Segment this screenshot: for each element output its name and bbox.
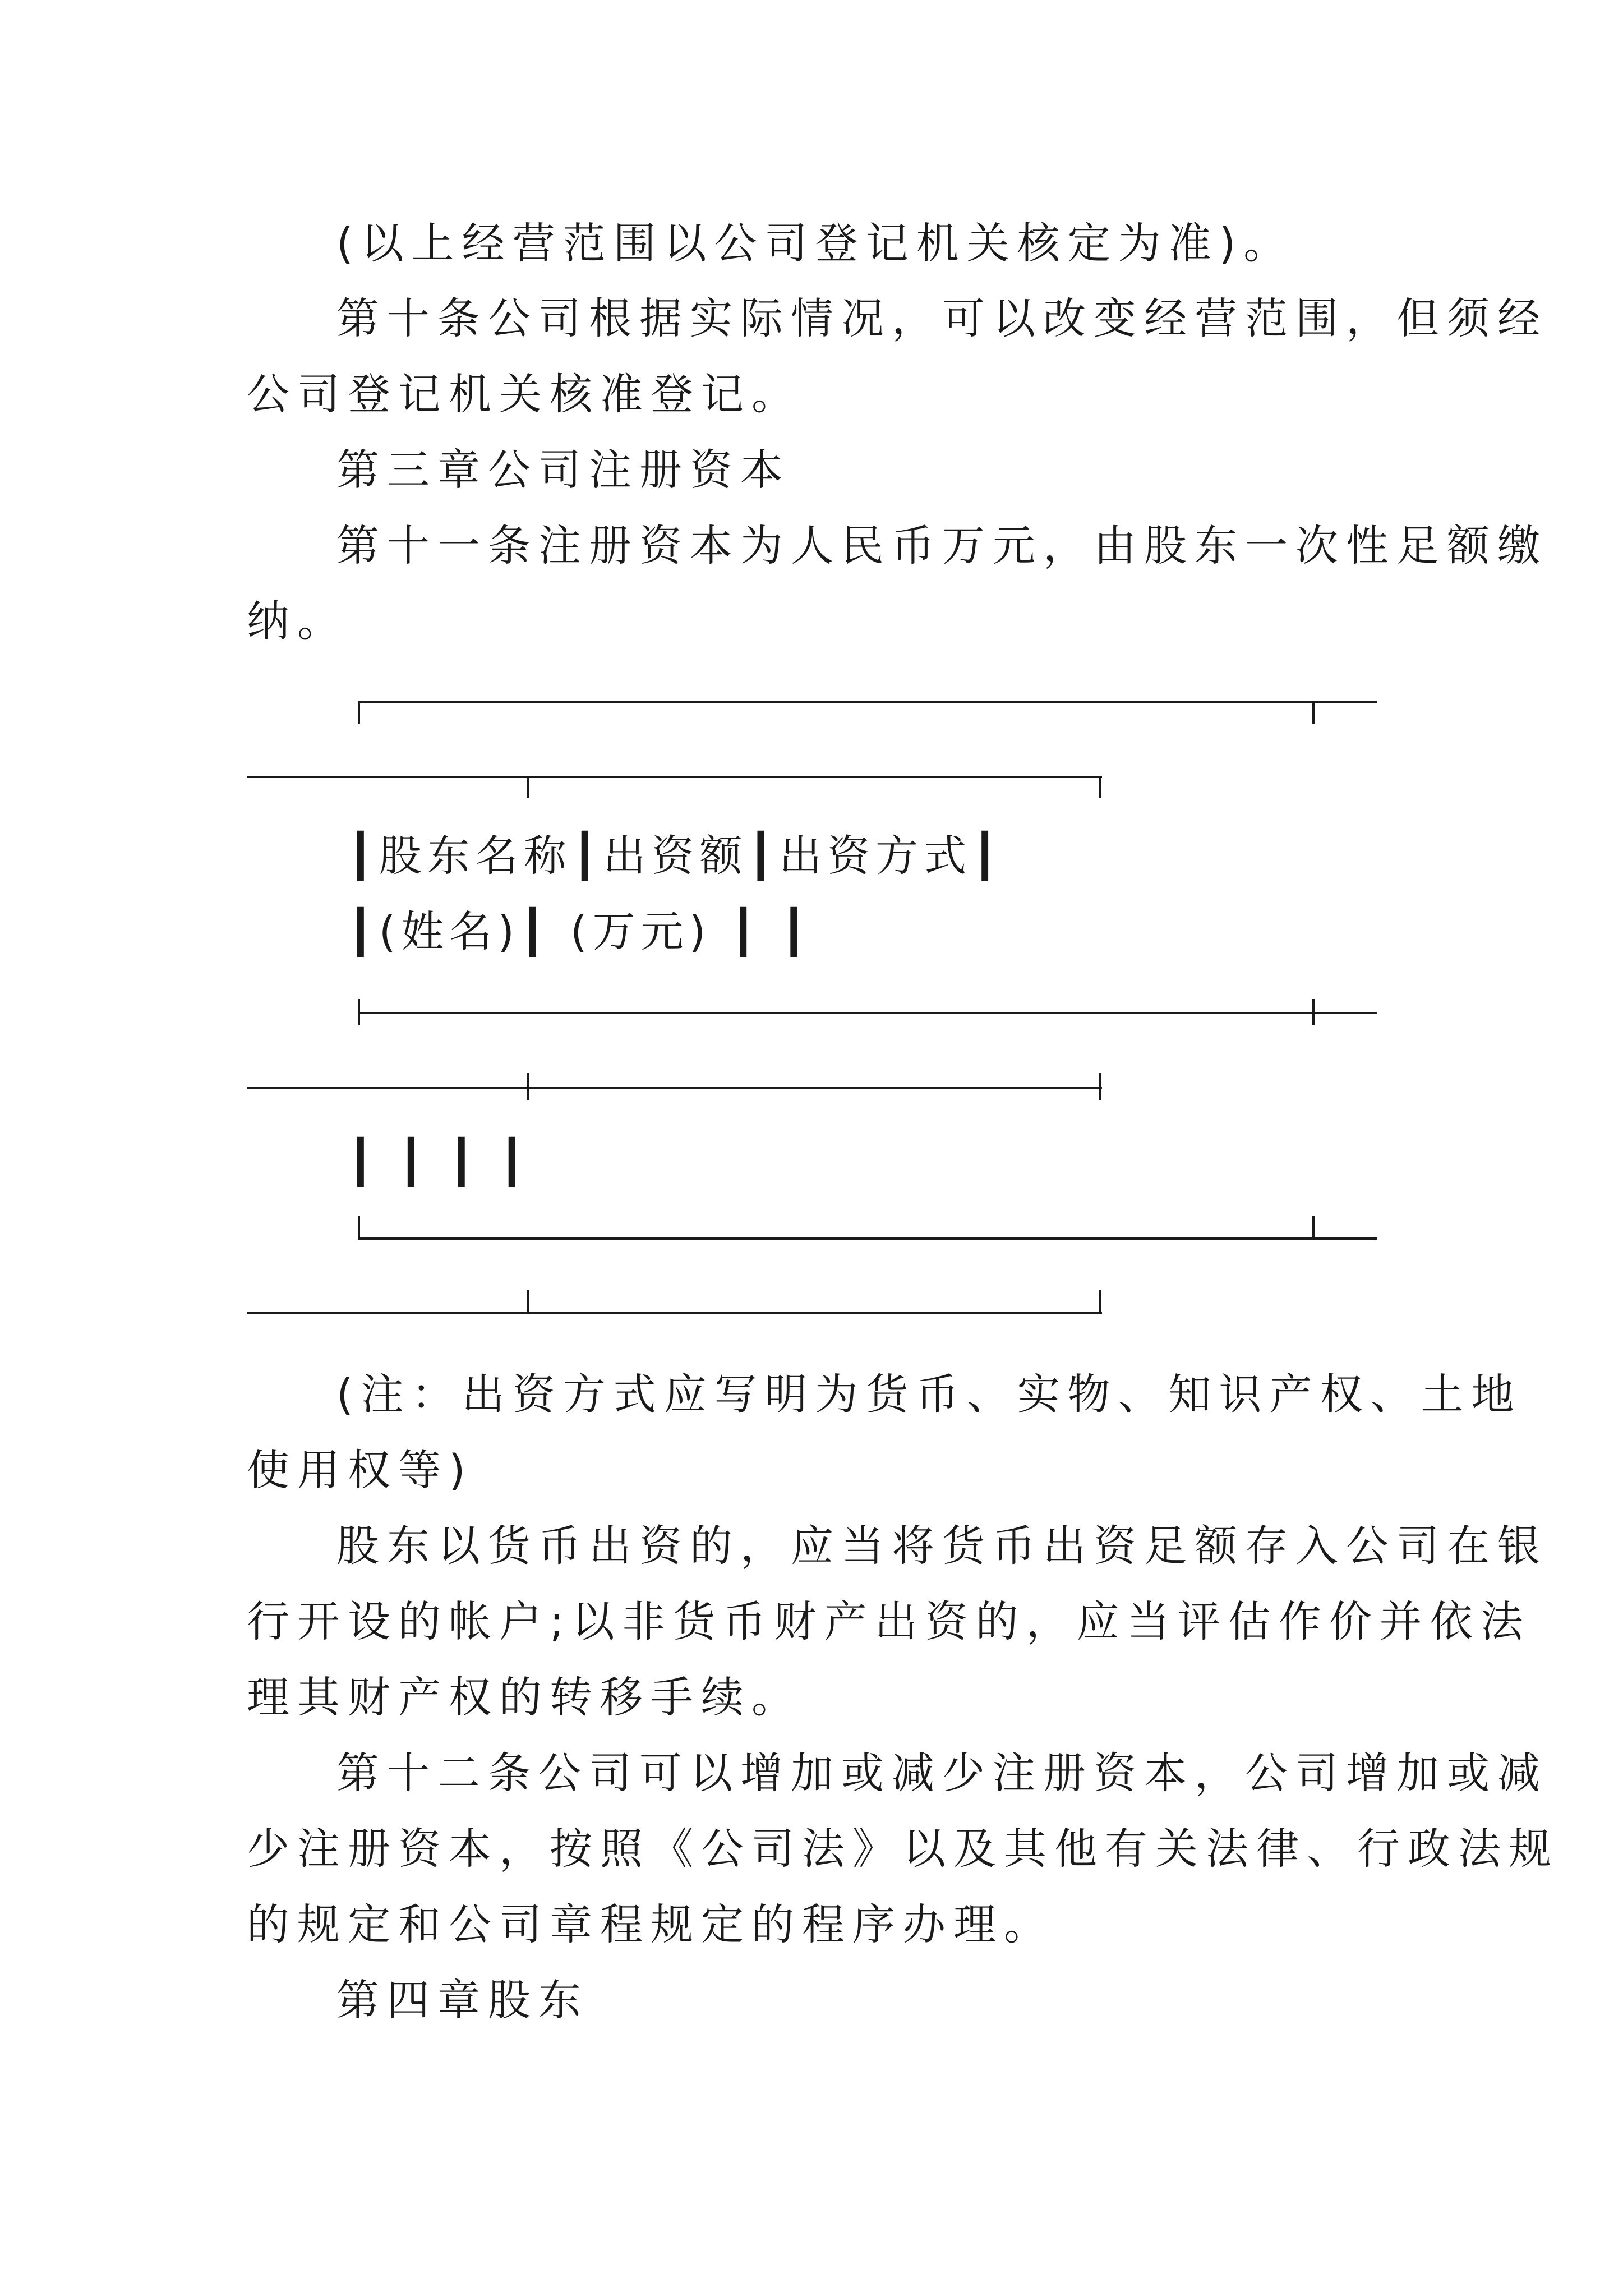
article-10-line-1: 第十条公司根据实际情况，可以改变经营范围，但须经 [336, 293, 1548, 343]
contribution-note-line-2: 使用权等) [247, 1445, 473, 1495]
article-11-line-1: 第十一条注册资本为人民币万元，由股东一次性足额缴 [336, 521, 1548, 570]
cash-contribution-line-1: 股东以货币出资的，应当将货币出资足额存入公司在银 [336, 1521, 1548, 1571]
cash-contribution-line-3: 理其财产权的转移手续。 [247, 1672, 802, 1722]
table-header-row-1: ┃股东名称┃出资额┃出资方式┃ [348, 831, 1004, 881]
table-body-row: ┃ ┃ ┃ ┃ [348, 1137, 531, 1186]
chapter-3-heading: 第三章公司注册资本 [336, 445, 791, 495]
article-12-line-2: 少注册资本，按照《公司法》以及其他有关法律、行政法规 [247, 1824, 1559, 1874]
article-12-line-1: 第十二条公司可以增加或减少注册资本，公司增加或减 [336, 1748, 1548, 1798]
chapter-4-heading: 第四章股东 [336, 1975, 589, 2025]
article-11-line-2: 纳。 [247, 596, 348, 646]
article-12-line-3: 的规定和公司章程规定的程序办理。 [247, 1899, 1054, 1949]
scope-note-line: (以上经营范围以公司登记机关核定为准)。 [336, 218, 1294, 268]
cash-contribution-line-2: 行开设的帐户;以非货币财产出资的，应当评估作价并依法 [247, 1596, 1531, 1646]
table-header-row-2: ┃(姓名)┃ (万元) ┃ ┃ [348, 907, 813, 956]
article-10-line-2: 公司登记机关核准登记。 [247, 369, 802, 419]
contribution-note-line-1: (注：出资方式应写明为货币、实物、知识产权、土地 [336, 1369, 1522, 1419]
